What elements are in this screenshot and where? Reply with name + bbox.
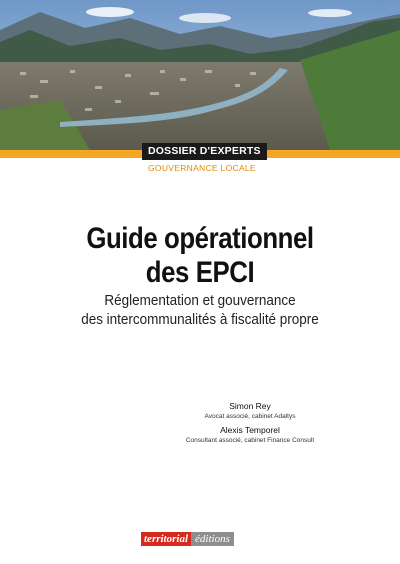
book-subtitle xyxy=(14,292,386,330)
author-role: Consultant associé, cabinet Finance Consult xyxy=(185,437,315,444)
book-title xyxy=(28,222,372,290)
subtitle-line-1: Réglementation et gouvernance xyxy=(104,293,296,309)
publisher-logo xyxy=(141,532,234,546)
title-line-1: Guide opérationnel xyxy=(86,222,314,255)
title-line-2: des EPCI xyxy=(145,256,255,289)
author-role: Avocat associé, cabinet Adaltys xyxy=(204,413,296,420)
publisher-logo-part-2: éditions xyxy=(191,532,234,546)
city-panorama-illustration xyxy=(0,0,400,150)
publisher-logo-part-1: territorial xyxy=(141,532,191,546)
subtitle-line-2: des intercommunalités à fiscalité propre xyxy=(81,312,319,328)
author-list xyxy=(100,401,400,449)
cover-photo-city-panorama xyxy=(0,0,400,150)
series-label xyxy=(142,141,267,173)
series-name: DOSSIER D'EXPERTS xyxy=(142,143,267,160)
series-collection: GOUVERNANCE LOCALE xyxy=(148,163,256,173)
author-name: Alexis Temporel xyxy=(220,425,280,435)
author-name: Simon Rey xyxy=(229,401,271,411)
